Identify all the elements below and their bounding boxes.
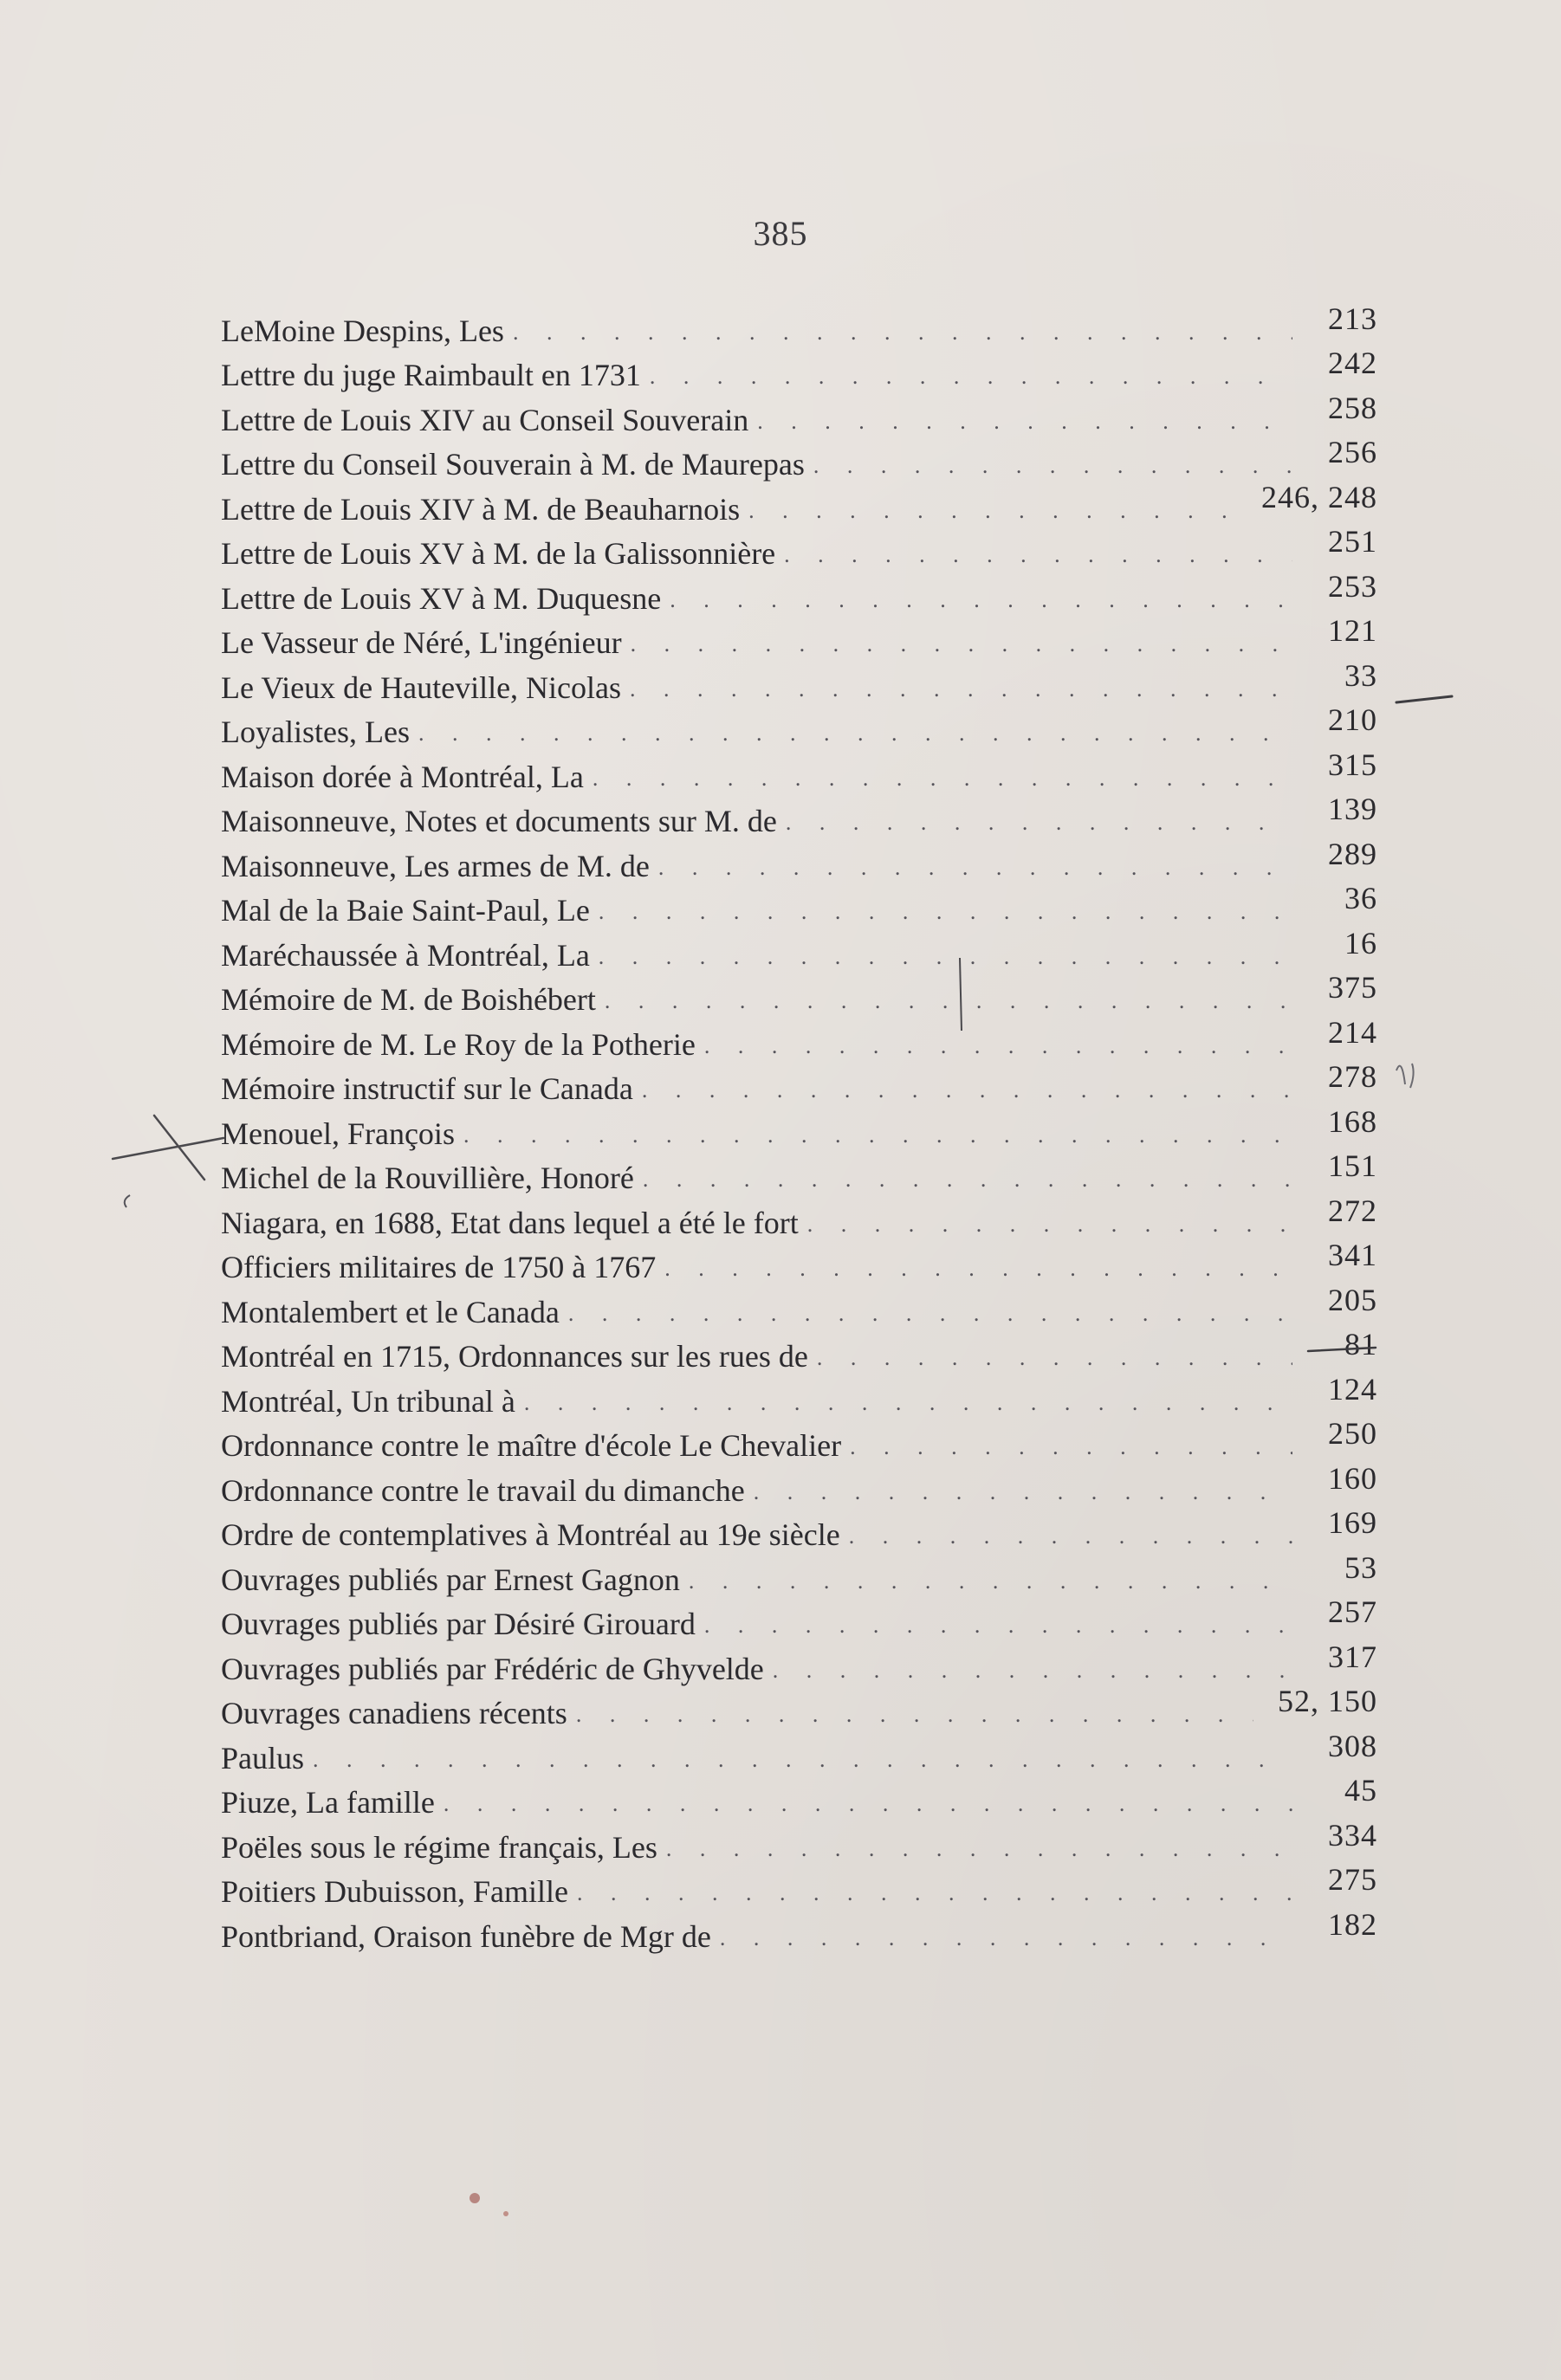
dot-leader — [748, 494, 1237, 528]
entry-page-ref: 182 — [1328, 1906, 1377, 1942]
dot-leader — [576, 1698, 1253, 1732]
index-entry — [221, 1684, 1377, 1733]
dot-leader — [642, 1073, 1292, 1108]
entry-title: Paulus — [221, 1740, 305, 1775]
entry-page-ref: 168 — [1328, 1103, 1377, 1139]
index-entry — [221, 657, 1377, 707]
dot-leader — [463, 1118, 1292, 1153]
dot-leader — [524, 1386, 1292, 1420]
index-entry — [221, 1327, 1377, 1376]
entry-page-ref: 278 — [1328, 1059, 1377, 1094]
entry-page-ref: 36 — [1344, 881, 1377, 915]
dot-leader — [817, 1341, 1292, 1375]
entry-title: Poitiers Dubuisson, Famille — [221, 1874, 569, 1909]
entry-page-ref: 151 — [1328, 1148, 1377, 1183]
entry-title: Ordre de contemplatives à Montréal au 19e siècle — [221, 1517, 840, 1552]
dot-leader — [631, 627, 1292, 662]
page-number: 385 — [753, 214, 808, 253]
dot-leader — [670, 583, 1292, 618]
dot-leader — [813, 449, 1292, 483]
entry-page-ref: 52, 150 — [1278, 1684, 1377, 1718]
entry-page-ref: 33 — [1344, 657, 1377, 693]
entry-title: Mal de la Baie Saint-Paul, Le — [221, 893, 590, 928]
index-entry — [221, 1639, 1377, 1688]
index-entry — [221, 524, 1377, 573]
index-entry — [221, 792, 1377, 841]
entry-page-ref: 341 — [1328, 1238, 1377, 1272]
entry-title: Maisonneuve, Les armes de M. de — [221, 848, 650, 883]
ink-spot — [470, 2193, 480, 2203]
dot-leader — [849, 1519, 1292, 1554]
dot-leader — [513, 315, 1292, 350]
index-entry — [221, 836, 1377, 885]
entry-title: Maisonneuve, Notes et documents sur M. de — [221, 804, 777, 838]
entry-page-ref: 375 — [1328, 970, 1377, 1005]
entry-page-ref: 121 — [1328, 613, 1377, 648]
entry-page-ref: 334 — [1328, 1817, 1377, 1853]
index-entry — [221, 346, 1377, 395]
dot-leader — [593, 761, 1292, 796]
entry-title: Mémoire instructif sur le Canada — [221, 1071, 633, 1106]
dot-leader — [704, 1608, 1292, 1643]
dot-leader — [850, 1430, 1292, 1465]
index-entry — [221, 1549, 1377, 1599]
dot-leader — [577, 1876, 1292, 1911]
entry-page-ref: 124 — [1328, 1371, 1377, 1407]
dot-leader — [650, 359, 1292, 394]
entry-page-ref: 213 — [1328, 301, 1377, 336]
entry-page-ref: 210 — [1328, 702, 1377, 737]
entry-title: Poëles sous le régime français, Les — [221, 1829, 657, 1865]
entry-title: Lettre de Louis XIV au Conseil Souverain — [221, 402, 749, 437]
index-entry — [221, 1505, 1377, 1555]
entry-title: Ouvrages publiés par Frédéric de Ghyvelde — [221, 1651, 764, 1686]
dot-leader — [568, 1297, 1292, 1331]
entry-title: Ordonnance contre le travail du dimanche — [221, 1472, 745, 1508]
entry-page-ref: 251 — [1328, 524, 1377, 559]
index-entry — [221, 925, 1377, 974]
entry-title: Menouel, François — [221, 1116, 455, 1151]
index-entry — [221, 1416, 1377, 1465]
dot-leader — [599, 895, 1292, 929]
entry-title: Lettre du juge Raimbault en 1731 — [221, 358, 641, 392]
index-entry — [221, 1059, 1377, 1109]
entry-title: Le Vasseur de Néré, L'ingénieur — [221, 625, 622, 660]
index-entry — [221, 1103, 1377, 1153]
entry-page-ref: 205 — [1328, 1282, 1377, 1317]
index-entry — [221, 1148, 1377, 1198]
dot-leader — [664, 1251, 1292, 1286]
entry-page-ref: 16 — [1344, 925, 1377, 960]
dot-leader — [757, 404, 1292, 439]
dot-leader — [658, 850, 1292, 885]
index-entry — [221, 970, 1377, 1019]
dot-leader — [720, 1921, 1292, 1956]
entry-title: Maréchaussée à Montréal, La — [221, 937, 590, 973]
entry-title: Le Vieux de Hauteville, Nicolas — [221, 669, 622, 705]
entry-title: Ouvrages canadiens récents — [221, 1696, 567, 1730]
dot-leader — [666, 1832, 1292, 1866]
index-entry — [221, 390, 1377, 439]
entry-title: LeMoine Despins, Les — [221, 313, 504, 348]
ink-spot — [503, 2211, 508, 2216]
dot-leader — [784, 538, 1292, 572]
index-entry — [221, 1906, 1377, 1956]
entry-page-ref: 275 — [1328, 1862, 1377, 1897]
entry-page-ref: 250 — [1328, 1416, 1377, 1451]
index-entry — [221, 1282, 1377, 1331]
entry-page-ref: 53 — [1344, 1549, 1377, 1585]
entry-title: Lettre du Conseil Souverain à M. de Maurepas — [221, 447, 805, 482]
entry-page-ref: 139 — [1328, 792, 1377, 826]
entry-page-ref: 308 — [1328, 1728, 1377, 1763]
entry-title: Ouvrages publiés par Désiré Girouard — [221, 1607, 696, 1641]
index-entry — [221, 479, 1377, 528]
dot-leader — [418, 716, 1292, 751]
index-entry — [221, 1862, 1377, 1911]
entry-title: Niagara, en 1688, Etat dans lequel a été le fort — [221, 1205, 799, 1240]
entry-page-ref: 258 — [1328, 390, 1377, 425]
dot-leader — [704, 1029, 1292, 1064]
entry-title: Montalembert et le Canada — [221, 1294, 560, 1329]
entry-title: Michel de la Rouvillière, Honoré — [221, 1161, 634, 1195]
entry-page-ref: 246, 248 — [1261, 479, 1377, 514]
pencil-tick-mark — [125, 1195, 130, 1207]
entry-page-ref: 160 — [1328, 1460, 1377, 1496]
index-entry — [221, 1817, 1377, 1866]
index-entry — [221, 1193, 1377, 1242]
dot-leader — [605, 984, 1292, 1019]
index-entry — [221, 1594, 1377, 1644]
index-entry — [221, 435, 1377, 484]
entry-title: Lettre de Louis XIV à M. de Beauharnois — [221, 491, 741, 527]
index-entry — [221, 747, 1377, 796]
index-entry — [221, 702, 1377, 752]
entry-title: Montréal, Un tribunal à — [221, 1383, 515, 1419]
entry-title: Mémoire de M. de Boishébert — [221, 982, 596, 1017]
entry-title: Officiers militaires de 1750 à 1767 — [221, 1250, 657, 1284]
entry-page-ref: 315 — [1328, 747, 1377, 782]
index-entry — [221, 1014, 1377, 1064]
index-entry — [221, 1371, 1377, 1420]
entry-title: Loyalistes, Les — [221, 715, 410, 749]
index-entry — [221, 568, 1377, 618]
index-entry — [221, 1728, 1377, 1777]
entry-page-ref: 289 — [1328, 836, 1377, 871]
entry-page-ref: 214 — [1328, 1014, 1377, 1050]
entry-title: Ordonnance contre le maître d'école Le Chevalier — [221, 1428, 842, 1463]
pencil-cross-mark — [113, 1116, 223, 1180]
entry-page-ref: 242 — [1328, 346, 1377, 380]
entry-title: Maison dorée à Montréal, La — [221, 759, 584, 794]
index-entry — [221, 1460, 1377, 1510]
entry-title: Pontbriand, Oraison funèbre de Mgr de — [221, 1918, 711, 1954]
entry-page-ref: 272 — [1328, 1193, 1377, 1228]
entry-page-ref: 253 — [1328, 568, 1377, 604]
dot-leader — [444, 1787, 1292, 1821]
pencil-dash-mark — [1396, 696, 1452, 702]
dot-leader — [313, 1743, 1292, 1777]
index-entry — [221, 1238, 1377, 1287]
entry-page-ref: 256 — [1328, 435, 1377, 469]
dot-leader — [643, 1162, 1292, 1197]
entry-title: Montréal en 1715, Ordonnances sur les rues de — [221, 1339, 808, 1374]
entry-title: Piuze, La famille — [221, 1785, 435, 1820]
pencil-tick-mark — [1396, 1064, 1414, 1088]
dot-leader — [807, 1207, 1292, 1242]
entry-title: Lettre de Louis XV à M. Duquesne — [221, 580, 662, 616]
entry-page-ref: 45 — [1344, 1773, 1377, 1808]
entry-title: Mémoire de M. Le Roy de la Potherie — [221, 1026, 696, 1062]
dot-leader — [599, 940, 1292, 974]
dot-leader — [754, 1475, 1292, 1510]
entry-page-ref: 169 — [1328, 1505, 1377, 1540]
entry-page-ref: 257 — [1328, 1594, 1377, 1629]
index-entry — [221, 613, 1377, 663]
dot-leader — [773, 1653, 1292, 1688]
index-list — [221, 301, 1377, 1956]
dot-leader — [630, 672, 1292, 707]
dot-leader — [786, 805, 1292, 840]
index-entry — [221, 881, 1377, 930]
dot-leader — [689, 1564, 1292, 1599]
entry-title: Ouvrages publiés par Ernest Gagnon — [221, 1562, 680, 1597]
entry-page-ref: 317 — [1328, 1639, 1377, 1674]
index-entry — [221, 301, 1377, 350]
index-entry — [221, 1773, 1377, 1822]
entry-page-ref: 81 — [1344, 1327, 1377, 1361]
entry-title: Lettre de Louis XV à M. de la Galissonnière — [221, 536, 776, 571]
